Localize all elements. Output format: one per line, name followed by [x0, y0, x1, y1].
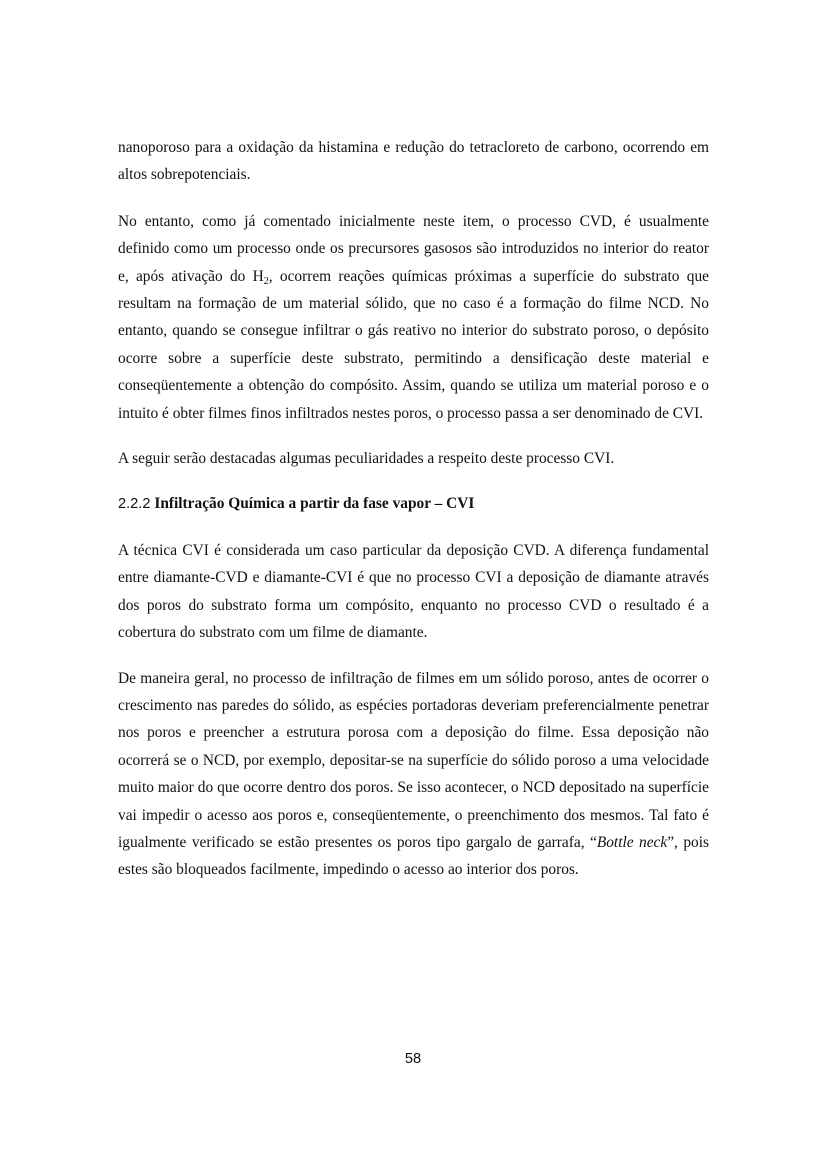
paragraph-4-text: A técnica CVI é considerada um caso particular da deposição CVD. A diferença fundamental entre diamante-CVD e diamante-CVI é que no processo CVI a deposição de diamante através dos poros do substrato forma um compósito, enquanto no processo CVD o resultado é a cobertura do substrato com um filme de diamante. — [118, 541, 709, 642]
paragraph-3-text: A seguir serão destacadas algumas peculiaridades a respeito deste processo CVI. — [118, 450, 615, 468]
paragraph-2 — [118, 208, 709, 427]
paragraph-1-text: nanoporoso para a oxidação da histamina e redução do tetracloreto de carbono, ocorrendo em altos sobrepotenciais. — [118, 139, 709, 184]
paragraph-5-text-a: De maneira geral, no processo de infiltração de filmes em um sólido poroso, antes de ocorrer o crescimento nas paredes do sólido, as espécies portadoras deveriam preferencialmente penetrar nos poros e preencher a estrutura porosa com a deposição do filme. Essa deposição não ocorrerá se o NCD, por exemplo, depositar-se na superfície do sólido poroso a uma velocidade muito maior do que ocorre dentro dos poros. Se isso acontecer, o NCD depositado na superfície vai impedir o acesso aos poros e, conseqüentemente, o preenchimento dos mesmos. Tal fato é igualmente verificado se estão presentes os poros tipo gargalo de garrafa, “ — [118, 669, 709, 851]
body-text — [118, 134, 709, 902]
paragraph-1 — [118, 134, 709, 189]
section-title: Infiltração Química a partir da fase vapor – CVI — [154, 495, 475, 513]
paragraph-4 — [118, 537, 709, 647]
paragraph-5-text-b: ”, pois estes são bloqueados facilmente, impedindo o acesso ao interior dos poros. — [118, 833, 709, 879]
italic-term: Bottle neck — [596, 833, 668, 851]
paragraph-2-text-a: No entanto, como já comentado inicialmente neste item, o processo CVD, é usualmente definido como um processo onde os precursores gasosos são introduzidos no interior do reator e, após ativação do H — [118, 212, 709, 285]
page-number: 58 — [404, 1051, 422, 1067]
subscript-2: 2 — [263, 275, 269, 287]
section-heading — [118, 490, 709, 518]
paragraph-2-text-b: , ocorrem reações químicas próximas a superfície do substrato que resultam na formação de um material sólido, que no caso é a formação do filme NCD. No entanto, quando se consegue infiltrar o gás reativo no interior do substrato poroso, o depósito ocorre sobre a superfície deste substrato, permitindo a densificação deste material e conseqüentemente a obtenção do compósito. Assim, quando se utiliza um material poroso e o intuito é obter filmes finos infiltrados nestes poros, o processo passa a ser denominado de CVI. — [118, 267, 709, 422]
paragraph-5 — [118, 665, 709, 884]
section-number: 2.2.2 — [118, 496, 151, 513]
paragraph-3 — [118, 445, 709, 472]
